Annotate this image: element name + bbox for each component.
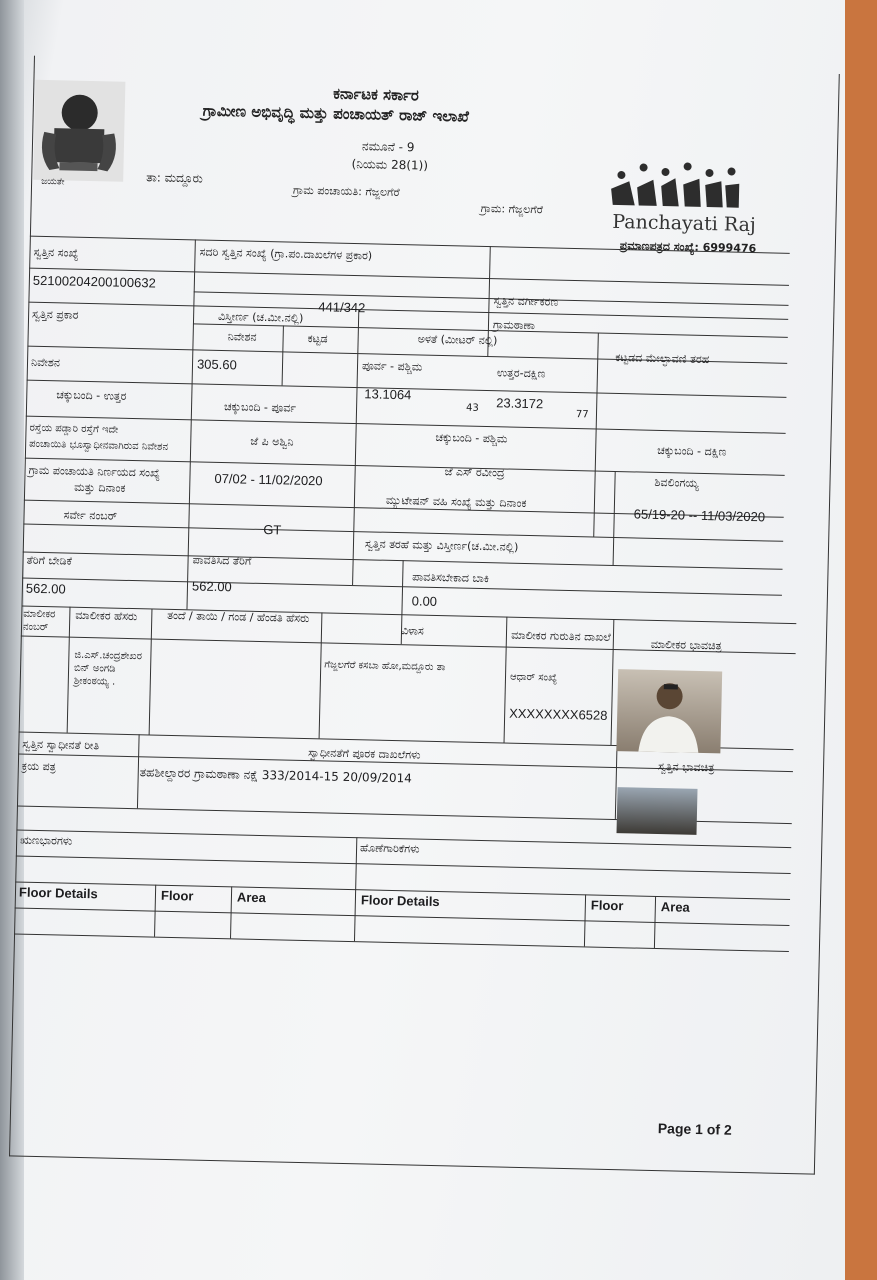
gp-resolution-value: 07/02 - 11/02/2020 [214,470,323,489]
prop-no-label: ಸ್ವತ್ತಿನ ಸಂಖ್ಯೆ [33,245,79,260]
floor-details-header-left: Floor Details [18,884,98,902]
photo-header: ಮಾಲೀಕರ ಭಾವಚಿತ್ರ [650,637,722,653]
north-value-2: ಪಂಚಾಯಿತಿ ಭೂಸ್ವಾಧೀನವಾಗಿರುವ ನಿವೇಶನ [29,438,169,453]
ns-label: ಉತ್ತರ-ದಕ್ಷಿಣ [496,366,546,381]
south-label: ಚಕ್ಕುಬಂದಿ - ದಕ್ಷಿಣ [657,443,727,459]
id-type: ಆಧಾರ್ ಸಂಖ್ಯೆ [509,671,558,684]
rule-number: (ನಿಯಮ 28(1)) [351,156,429,173]
property-photo [617,787,698,835]
area-header-right: Area [660,899,690,915]
site-label: ನಿವೇಶನ [227,330,257,344]
ns-value: 23.3172 [496,395,544,412]
dims-label: ಅಳತೆ (ಮೀಟರ್ ನಲ್ಲಿ) [417,332,498,348]
classification-label: ಸ್ವತ್ತಿನ ವರ್ಗೀಕರಣ [493,294,559,309]
owner-no-header: ಮಾಲೀಕರ ನಂಬರ್ [22,608,56,634]
north-value-1: ರಸ್ತೆಯ ಪಡ್ಡಾರಿ ರಸ್ತೆಗೆ ಇದೇ [29,422,119,436]
survey-label: ಸದರಿ ಸ್ವತ್ತಿನ ಸಂಖ್ಯೆ (ಗ್ರಾ.ಪಂ.ದಾಖಲೆಗಳ ಪ್ರಕಾರ) [199,245,373,263]
mutation-value: 65/19-20 -- 11/03/2020 [633,506,766,525]
ew-handwritten-mark: 43 [465,402,479,414]
panchayati-raj-logo-icon [609,159,742,216]
type-label: ಸ್ವತ್ತಿನ ಪ್ರಕಾರ [31,307,79,322]
gp-resolution-label-2: ಮತ್ತು ದಿನಾಂಕ [74,480,126,495]
area-header-left: Area [236,889,267,906]
ns-handwritten-mark: 77 [575,409,589,421]
supporting-docs-value: ತಹಶೀಲ್ದಾರರ ಗ್ರಾಮಠಾಣಾ ನಕ್ಷೆ 333/2014-15 20/09/2014 [139,765,413,786]
floor-details-header-right: Floor Details [360,892,440,910]
area-label: ವಿಸ್ತೀರ್ಣ (ಚ.ಮೀ.ನಲ್ಲಿ) [217,309,304,325]
panchayati-raj-brand: Panchayati Raj [612,210,757,237]
id-header: ಮಾಲೀಕರ ಗುರುತಿನ ದಾಖಲೆ [511,628,611,644]
person-icon [616,669,722,753]
owner-name-header: ಮಾಲೀಕರ ಹೆಸರು [75,608,138,624]
page-indicator: Page 1 of 2 [657,1120,732,1138]
ew-label: ಪೂರ್ವ - ಪಶ್ಚಿಮ [361,359,423,374]
south-value: ಶಿವಲಿಂಗಯ್ಯ [654,475,699,490]
balance-value: 0.00 [411,593,438,609]
nature-label: ಸ್ವತ್ತಿನ ತರಹೆ ಮತ್ತು ವಿಸ್ತೀರ್ಣ(ಚ.ಮೀ.ನಲ್ಲಿ) [364,537,519,554]
certificate-number: ಪ್ರಮಾಣಪತ್ರದ ಸಂಖ್ಯೆ: 6999476 [619,239,757,256]
ew-value: 13.1064 [364,386,412,403]
paid-value: 562.00 [191,578,232,595]
roof-label: ಕಟ್ಟಡದ ಮೇಲ್ಛಾವಣಿ ತರಹ [615,350,710,367]
prop-no-value: 5210020420010063​2 [32,272,156,291]
survey-value: 441/342 [318,299,366,316]
owner-name: ಜಿ.ಎಸ್.ಚಂದ್ರಶೇಖರ ಬಿನ್ ಅಂಗಡಿ ಶ್ರೀಕಂಠಯ್ಯ . [73,649,143,688]
department-title: ಗ್ರಾಮೀಣ ಅಭಿವೃದ್ಧಿ ಮತ್ತು ಪಂಚಾಯತ್ ರಾಜ್ ಇಲಾಖೆ [202,101,470,126]
east-label: ಚಕ್ಕುಬಂದಿ - ಪೂರ್ವ [223,400,297,415]
survey-no-value: GT [263,522,282,538]
parent-header: ತಂದೆ / ತಾಯಿ / ಗಂಡ / ಹೆಂಡತಿ ಹೆಸರು [167,608,310,626]
supporting-docs-label: ಸ್ವಾಧೀನತೆಗೆ ಪೂರಕ ದಾಖಲೆಗಳು [308,746,421,762]
west-label: ಚಕ್ಕುಬಂದಿ - ಪಶ್ಚಿಮ [435,430,508,446]
acquisition-method-label: ಸ್ವತ್ತಿನ ಸ್ವಾಧೀನತೆ ರೀತಿ [22,737,100,753]
form-number: ನಮೂನೆ - 9 [361,139,415,155]
classification-value: ಗ್ರಾಮಠಾಣಾ [492,318,536,333]
property-photo-label: ಸ್ವತ್ತಿನ ಭಾವಚಿತ್ರ [657,760,715,775]
govt-title: ಕರ್ನಾಟಕ ಸರ್ಕಾರ [333,84,420,105]
taluk: ತಾ: ಮದ್ದೂರು [146,170,203,186]
form-content [0,55,842,1174]
mutation-label: ಮ್ಯುಟೇಷನ್ ವಹಿ ಸಂಖ್ಯೆ ಮತ್ತು ದಿನಾಂಕ [385,493,527,510]
survey-no-label: ಸರ್ವೇ ನಂಬರ್ [63,508,118,523]
id-value: XXXXXXXX6528 [509,705,608,723]
west-value: ಜೆ ಎಸ್ ರವೀಂದ್ರ [444,465,505,480]
liabilities-label: ಋಣಭಾರಗಳು [20,833,73,848]
floor-header-left: Floor [160,887,194,904]
obligations-label: ಹೊಣೆಗಾರಿಕೆಗಳು [359,841,420,856]
floor-header-right: Floor [590,897,624,914]
paid-label: ಪಾವತಿಸಿದ ತೆರಿಗೆ [192,553,252,568]
east-value: ಜೆ ಪಿ ಅಶ್ವಿನಿ [250,434,294,449]
emblem-caption: ಜಯತೇ [41,176,65,188]
owner-address: ಗೆಜ್ಜಲಗೆರೆ ಕಸಬಾ ಹೋ,ಮದ್ದೂರು ತಾ [324,659,446,674]
gp-resolution-label-1: ಗ್ರಾಮ ಪಂಚಾಯತಿ ನಿರ್ಣಯದ ಸಂಖ್ಯೆ [28,463,161,480]
north-label: ಚಕ್ಕುಬಂದಿ - ಉತ್ತರ [56,388,127,403]
balance-label: ಪಾವತಿಸಬೇಕಾದ ಬಾಕಿ [412,570,490,586]
gram-panchayat: ಗ್ರಾಮ ಪಂಚಾಯತಿ: ಗೆಜ್ಜಲಗೆರೆ [292,183,400,200]
acquisition-method-value: ಕ್ರಯ ಪತ್ರ [21,759,57,774]
address-header: ವಿಳಾಸ [400,624,424,638]
owner-photo [616,669,722,753]
demand-value: 562.00 [25,580,66,597]
building-label: ಕಟ್ಟಡ [307,331,328,346]
type-value: ನಿವೇಶನ [30,355,61,370]
demand-label: ತೆರಿಗೆ ಬೇಡಿಕೆ [26,553,73,568]
site-area-value: 305.60 [196,356,237,373]
village: ಗ್ರಾಮ: ಗೆಜ್ಜಲಗೆರೆ [480,201,544,217]
